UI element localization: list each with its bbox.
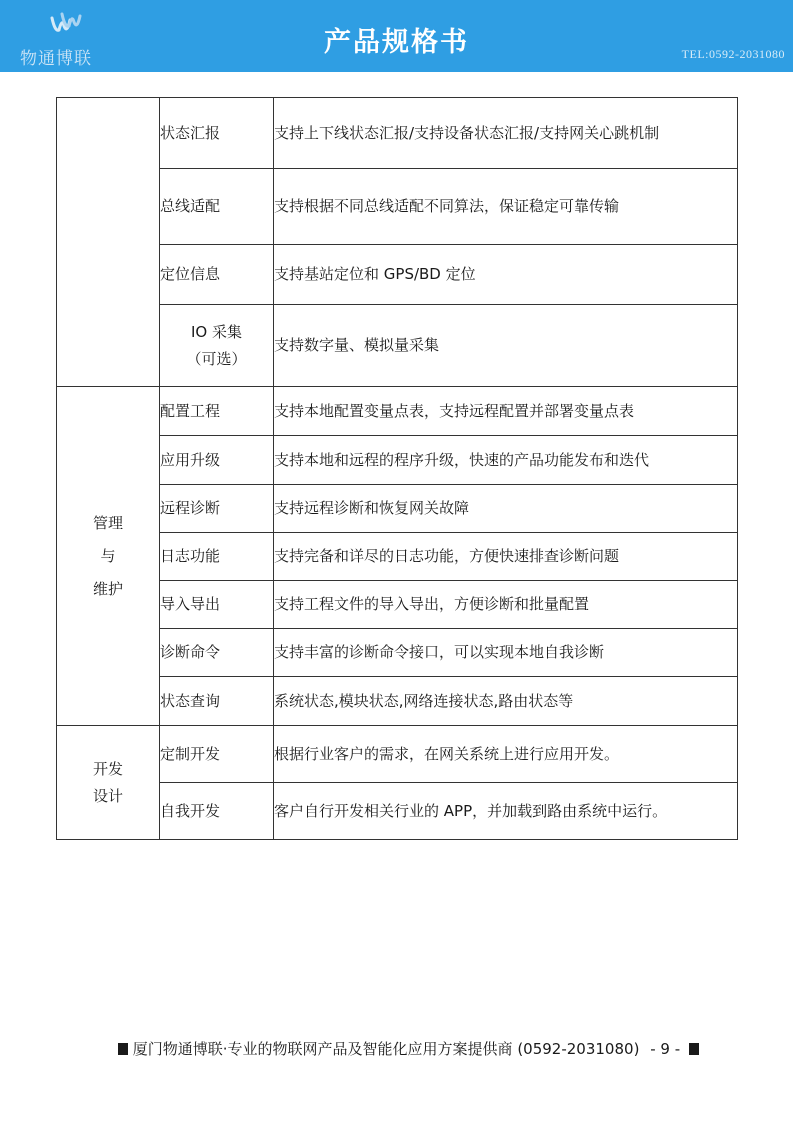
description-cell: 支持完备和详尽的日志功能，方便快速排查诊断问题 [274,533,738,581]
spec-table [56,97,738,840]
table-row [57,436,738,485]
table-row [57,169,738,245]
description-cell: 支持远程诊断和恢复网关故障 [274,485,738,533]
page-title: 产品规格书 [324,27,469,58]
page-number: - 9 - [650,1040,681,1058]
description-cell: 支持数字量、模拟量采集 [274,305,738,387]
category-line: 与 [100,546,116,565]
description-cell: 支持基站定位和 GPS/BD 定位 [274,245,738,305]
feature-line: （可选） [186,349,247,368]
category-line: 维护 [92,579,123,598]
table-row [57,677,738,726]
feature-cell: 定位信息 [160,245,274,305]
table-row [57,783,738,840]
table-row [57,305,738,387]
table-row [57,98,738,169]
footer-square-icon [118,1043,128,1055]
description-cell: 系统状态,模块状态,网络连接状态,路由状态等 [274,677,738,726]
table-row [57,387,738,436]
footer-text: 厦门物通博联·专业的物联网产品及智能化应用方案提供商 (0592-2031080) [132,1040,640,1058]
table-row [57,533,738,581]
description-cell: 支持丰富的诊断命令接口，可以实现本地自我诊断 [274,629,738,677]
description-cell: 支持上下线状态汇报/支持设备状态汇报/支持网关心跳机制 [274,98,738,169]
feature-cell [160,305,274,387]
table-row [57,629,738,677]
footer-square-icon [689,1043,699,1055]
feature-cell: 应用升级 [160,436,274,485]
description-cell: 支持根据不同总线适配不同算法，保证稳定可靠传输 [274,169,738,245]
category-cell [57,387,160,726]
page-footer [118,1038,699,1059]
table-row [57,581,738,629]
feature-cell: 配置工程 [160,387,274,436]
feature-cell: 状态查询 [160,677,274,726]
feature-line: IO 采集 [191,322,242,341]
table-row [57,485,738,533]
feature-cell: 导入导出 [160,581,274,629]
category-line: 设计 [92,786,123,805]
description-cell: 根据行业客户的需求，在网关系统上进行应用开发。 [274,726,738,783]
feature-cell: 总线适配 [160,169,274,245]
table-row [57,245,738,305]
feature-cell: 诊断命令 [160,629,274,677]
logo-text: 物通博联 [20,49,92,69]
description-cell: 支持本地配置变量点表，支持远程配置并部署变量点表 [274,387,738,436]
description-cell: 客户自行开发相关行业的 APP，并加载到路由系统中运行。 [274,783,738,840]
category-line: 开发 [92,759,123,778]
description-cell: 支持本地和远程的程序升级，快速的产品功能发布和迭代 [274,436,738,485]
table-row [57,726,738,783]
category-line: 管理 [92,513,123,532]
feature-cell: 状态汇报 [160,98,274,169]
page-header [0,0,793,72]
category-cell [57,98,160,387]
feature-cell: 日志功能 [160,533,274,581]
category-cell [57,726,160,840]
feature-cell: 定制开发 [160,726,274,783]
description-cell: 支持工程文件的导入导出，方便诊断和批量配置 [274,581,738,629]
feature-cell: 远程诊断 [160,485,274,533]
header-phone: TEL:0592-2031080 [681,47,785,61]
feature-cell: 自我开发 [160,783,274,840]
